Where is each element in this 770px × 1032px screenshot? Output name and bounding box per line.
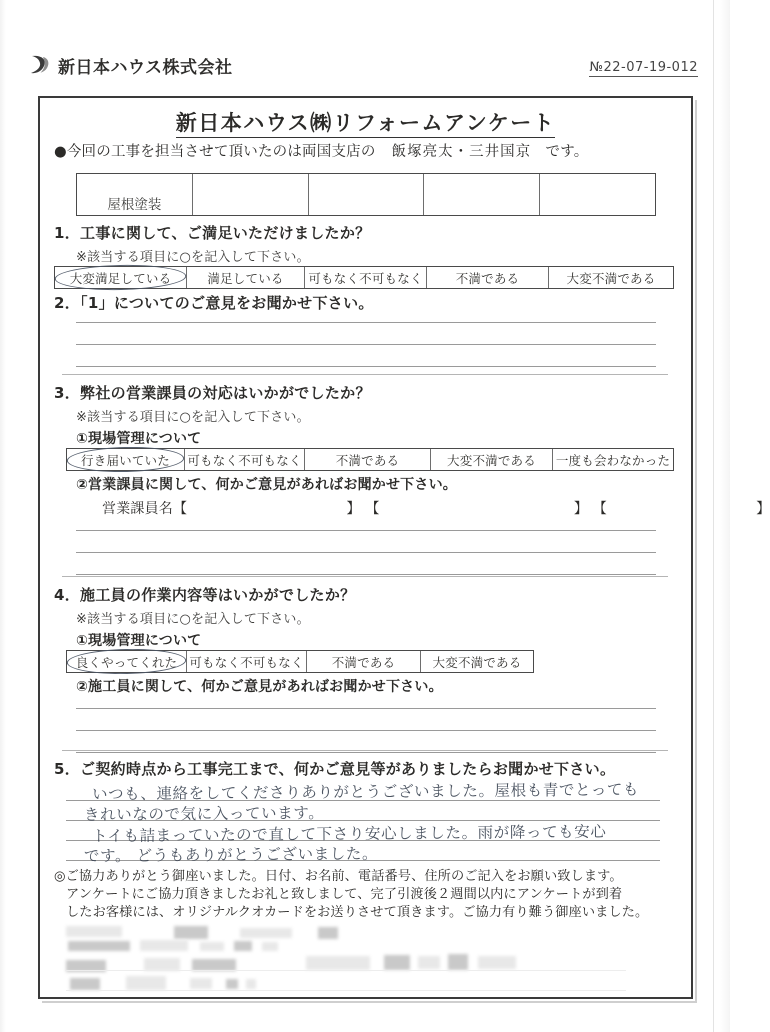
section-separator [62, 374, 668, 375]
question-2-heading [54, 292, 374, 313]
page-header [28, 52, 700, 88]
q2-answer-line[interactable] [76, 366, 656, 367]
footer-note-line-1: ◎ご協力ありがとう御座いました。日付、お名前、電話番号、住所のご記入をお願い致します。 [54, 869, 623, 884]
question-5-heading [54, 758, 615, 779]
work-type-cell: 屋根塗装 [77, 174, 193, 215]
q3-answer-line[interactable] [76, 574, 656, 575]
q3-option-0[interactable]: 行き届いていた [67, 449, 185, 470]
q3-bracket-close-1: 】 [346, 501, 361, 517]
work-type-table [76, 173, 656, 216]
question-3-sub2: ②営業課員に関して、何かご意見があればお聞かせ下さい。 [76, 477, 457, 493]
q5-handwritten-line: トイも詰まっていたので直して下さり安心しました。雨が降っても安心 [91, 822, 607, 846]
document-number: №22-07-19-012 [589, 60, 698, 75]
q1-option-2[interactable]: 可もなく不可もなく [305, 267, 427, 288]
question-4-number: 4． [54, 586, 81, 604]
q4-answer-line[interactable] [76, 708, 656, 709]
footer-note-line-2: アンケートにご協力頂きましたお礼と致しまして、完了引渡後２週間以内にアンケートが到着 [66, 887, 623, 902]
question-3-sub1: ①現場管理について [76, 431, 202, 447]
intro-line [54, 140, 588, 161]
q3-bracket-close-3: 】 [756, 501, 770, 517]
question-3-scale [66, 448, 674, 471]
question-4-sub1: ①現場管理について [76, 633, 202, 649]
q3-answer-line[interactable] [76, 552, 656, 553]
section-separator [62, 576, 668, 577]
q4-option-1[interactable]: 可もなく不可もなく [187, 651, 307, 672]
q5-handwritten-line: きれいなので気に入っています。 [83, 803, 325, 825]
q1-option-3[interactable]: 不満である [427, 267, 549, 288]
section-separator [62, 750, 668, 751]
q5-handwritten-line: いつも、連絡をしてくださりありがとうございました。屋根も青でとっても [91, 780, 640, 804]
question-3-note: ※該当する項目に○を記入して下さい。 [76, 410, 310, 425]
company-name: 新日本ハウス株式会社 [58, 57, 233, 78]
q3-bracket-open-2: 【 [365, 501, 380, 517]
q5-handwritten-line: です。 どうもありがとうございました。 [83, 844, 379, 866]
q4-answer-line[interactable] [76, 730, 656, 731]
question-5-text: ご契約時点から工事完工まで、何かご意見等がありましたらお聞かせ下さい。 [80, 760, 616, 778]
q3-option-2[interactable]: 不満である [305, 449, 431, 470]
survey-form-frame [38, 96, 770, 999]
q1-option-4[interactable]: 大変不満である [566, 270, 656, 286]
q3-answer-line[interactable] [76, 530, 656, 531]
question-3-text: 弊社の営業課員の対応はいかがでしたか？ [80, 384, 371, 402]
question-1-number: 1． [54, 224, 81, 242]
question-4-note: ※該当する項目に○を記入して下さい。 [76, 612, 310, 627]
q4-option-0[interactable]: 良くやってくれた [67, 651, 187, 672]
question-1-scale [54, 266, 674, 289]
question-4-scale [66, 650, 534, 673]
q3-option-1[interactable]: 可もなく不可もなく [185, 449, 305, 470]
redacted-personal-information [66, 926, 666, 992]
q3-staff-name-row [102, 498, 770, 518]
question-3-heading [54, 382, 371, 403]
q3-staff-label: 営業課員名【 [102, 501, 188, 517]
work-type-cell [424, 174, 540, 215]
question-3-number: 3． [54, 384, 81, 402]
q4-option-3[interactable]: 大変不満である [432, 654, 522, 670]
question-2-text: 「1」についてのご意見をお聞かせ下さい。 [80, 294, 374, 312]
question-4-heading [54, 584, 355, 605]
work-type-cell [309, 174, 425, 215]
scan-edge-left [0, 0, 6, 1032]
swoosh-logo-icon [28, 52, 52, 78]
question-2-number: 2． [54, 294, 81, 312]
q1-option-1[interactable]: 満足している [187, 267, 305, 288]
page-title [40, 107, 691, 137]
question-1-heading [54, 222, 370, 243]
page-title-text: 新日本ハウス㈱リフォームアンケート [176, 111, 556, 138]
question-1-note: ※該当する項目に○を記入して下さい。 [76, 250, 310, 265]
question-4-sub2: ②施工員に関して、何かご意見があればお聞かせ下さい。 [76, 679, 443, 695]
q1-option-0[interactable]: 大変満足している [55, 267, 187, 288]
work-type-cell [193, 174, 309, 215]
intro-staff-names: 飯塚亮太・三井国京 [391, 144, 532, 160]
footer-note-line-3: したお客様には、オリジナルクオカードをお送りさせて頂きます。ご協力有り難う御座いました。 [66, 905, 649, 920]
q4-answer-line[interactable] [76, 752, 656, 753]
footer-note [54, 868, 682, 922]
q2-answer-line[interactable] [76, 344, 656, 345]
q2-answer-line[interactable] [76, 322, 656, 323]
question-1-text: 工事に関して、ご満足いただけましたか？ [80, 224, 371, 242]
q3-bracket-open-3: 【 [592, 501, 607, 517]
work-type-cell [540, 174, 655, 215]
intro-suffix: です。 [545, 144, 589, 160]
q4-option-2[interactable]: 不満である [307, 651, 421, 672]
q3-bracket-close-2: 】 [573, 501, 589, 517]
q3-option-4[interactable]: 一度も会わなかった [555, 452, 671, 468]
q3-option-3[interactable]: 大変不満である [431, 449, 553, 470]
intro-prefix: ●今回の工事を担当させて頂いたのは両国支店の [54, 144, 376, 160]
question-5-number: 5． [54, 760, 81, 778]
question-4-text: 施工員の作業内容等はいかがでしたか？ [80, 586, 356, 604]
company-logo [28, 52, 233, 78]
